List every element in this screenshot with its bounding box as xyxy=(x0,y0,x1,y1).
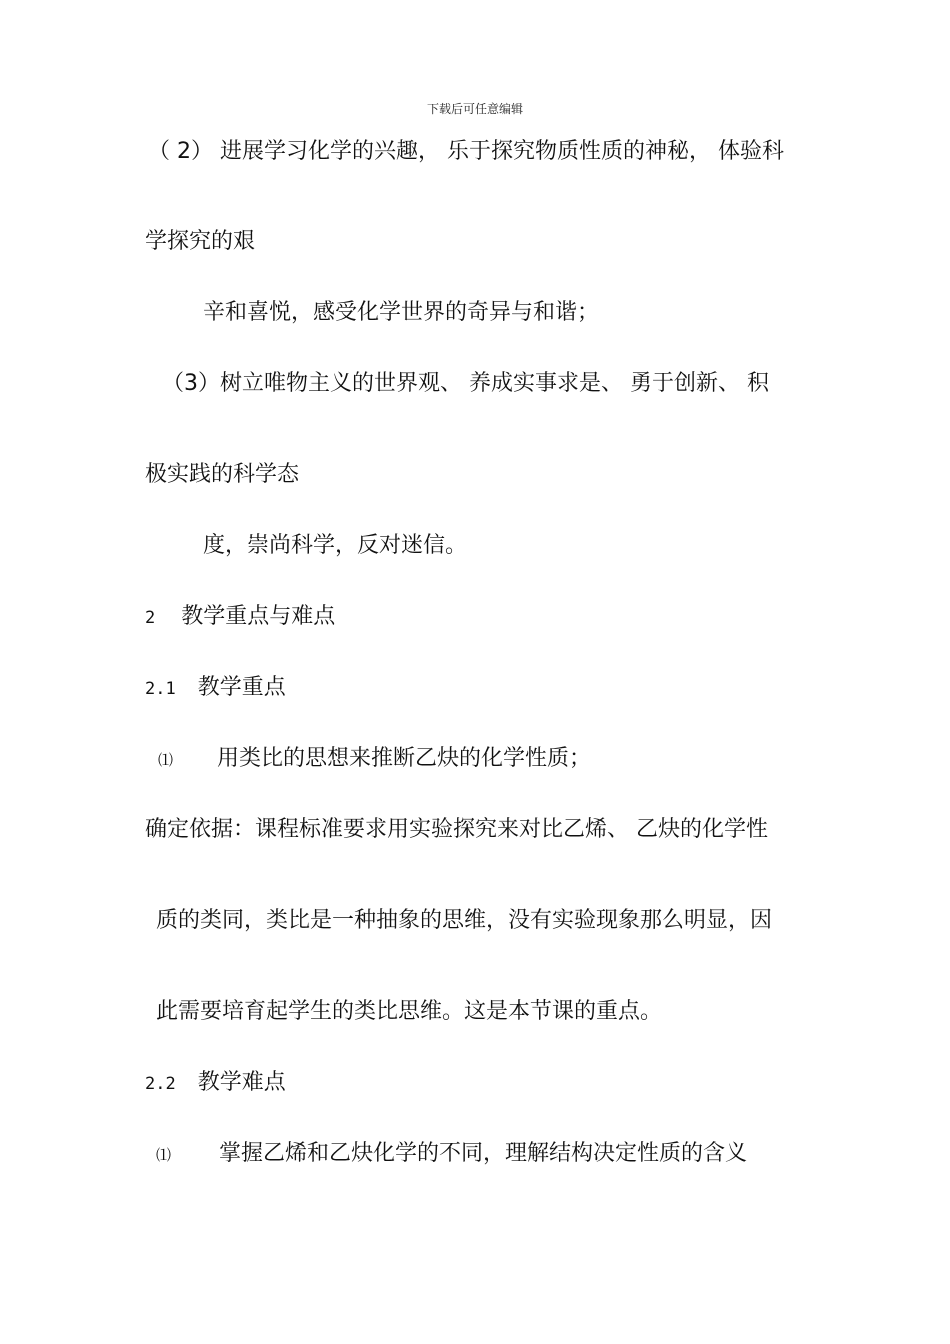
list-item-2-2-text: 掌握乙烯和乙炔化学的不同，理解结构决定性质的含义 xyxy=(219,1141,748,1166)
paragraph-line-3: 辛和喜悦，感受化学世界的奇异与和谐； xyxy=(203,300,600,325)
section-2-2-number: 2.2 xyxy=(145,1074,176,1094)
paragraph-line-5: 极实践的科学态 xyxy=(145,462,300,487)
list-item-2-1-marker: ⑴ xyxy=(158,751,174,769)
paragraph-line-8: 质的类同，类比是一种抽象的思维，没有实验现象那么明显，因 xyxy=(156,908,773,933)
section-2-title: 教学重点与难点 xyxy=(181,604,336,629)
section-2-2-heading xyxy=(145,1070,286,1097)
section-2-1-heading xyxy=(145,675,286,702)
paragraph-line-9: 此需要培育起学生的类比思维。这是本节课的重点。 xyxy=(156,999,663,1024)
list-item-2-1-text: 用类比的思想来推断乙炔的化学性质； xyxy=(217,746,592,771)
section-2-1-number: 2.1 xyxy=(145,679,176,699)
paragraph-line-4: （3）树立唯物主义的世界观、 养成实事求是、 勇于创新、 积 xyxy=(162,371,769,396)
page-header: 下载后可任意编辑 xyxy=(426,102,523,116)
section-2-number: 2 xyxy=(145,608,156,628)
section-2-heading xyxy=(145,604,335,631)
paragraph-line-6: 度，崇尚科学，反对迷信。 xyxy=(203,533,468,558)
list-item-2-2-marker: ⑴ xyxy=(156,1146,172,1164)
paragraph-line-7: 确定依据：课程标准要求用实验探究来对比乙烯、 乙炔的化学性 xyxy=(145,817,768,842)
section-2-2-title: 教学难点 xyxy=(197,1070,286,1095)
list-item-2-2 xyxy=(156,1141,747,1168)
section-2-1-title: 教学重点 xyxy=(197,675,286,700)
paragraph-line-2: 学探究的艰 xyxy=(145,229,256,254)
list-item-2-1 xyxy=(158,746,591,773)
paragraph-line-1: （ 2） 进展学习化学的兴趣， 乐于探究物质性质的神秘， 体验科 xyxy=(148,139,784,164)
